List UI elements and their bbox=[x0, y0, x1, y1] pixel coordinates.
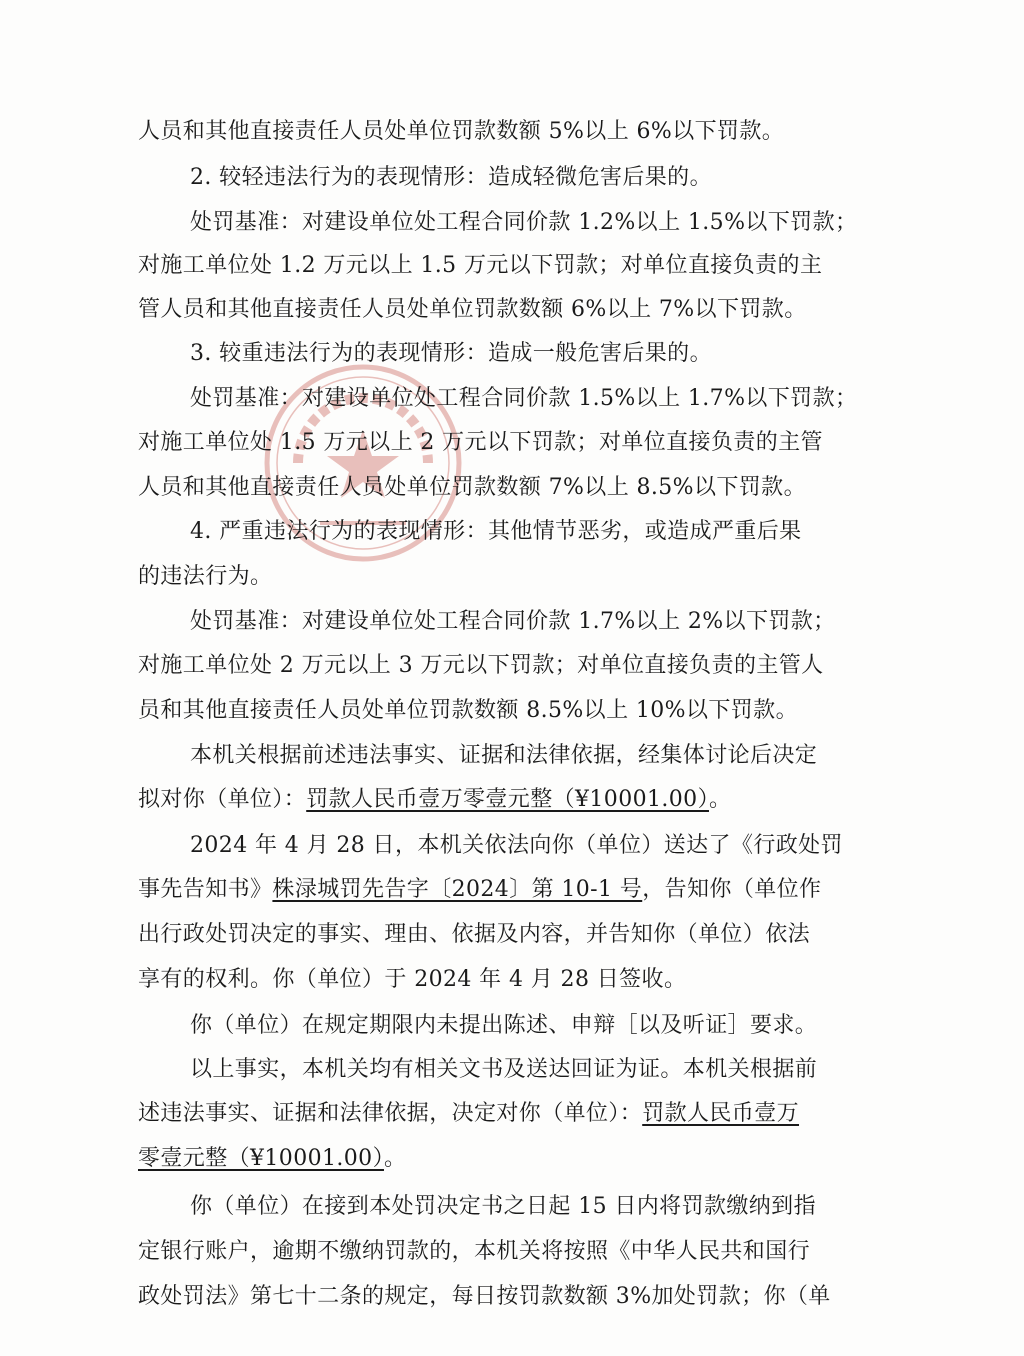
text-line-7: 处罚基准：对建设单位处工程合同价款 1.5%以上 1.7%以下罚款； bbox=[190, 386, 858, 411]
final-decision-end: 。 bbox=[383, 1146, 407, 1171]
text-line-19: 出行政处罚决定的事实、理由、依据及内容，并告知你（单位）依法 bbox=[138, 922, 811, 947]
text-line-6: 3. 较重违法行为的表现情形：造成一般危害后果的。 bbox=[190, 341, 712, 366]
text-line-2: 2. 较轻违法行为的表现情形：造成轻微危害后果的。 bbox=[190, 165, 712, 190]
notice-number: 株渌城罚先告字〔2024〕第 10-1 号 bbox=[272, 877, 643, 902]
penalty-amount-2a: 罚款人民币壹万 bbox=[642, 1101, 800, 1126]
decision-end: 。 bbox=[708, 787, 732, 812]
text-line-15: 本机关根据前述违法事实、证据和法律依据，经集体讨论后决定 bbox=[190, 743, 818, 768]
decision-prefix: 拟对你（单位）： bbox=[138, 787, 307, 812]
text-line-12: 处罚基准：对建设单位处工程合同价款 1.7%以上 2%以下罚款； bbox=[190, 609, 836, 634]
text-line-13: 对施工单位处 2 万元以上 3 万元以下罚款；对单位直接负责的主管人 bbox=[138, 653, 824, 678]
text-line-24 bbox=[138, 1137, 898, 1181]
notice-title: 事先告知书》 bbox=[138, 877, 273, 902]
text-line-10: 4. 严重违法行为的表现情形：其他情节恶劣，或造成严重后果 bbox=[190, 519, 802, 544]
text-line-4: 对施工单位处 1.2 万元以上 1.5 万元以下罚款；对单位直接负责的主 bbox=[138, 253, 823, 278]
text-line-5: 管人员和其他直接责任人员处单位罚款数额 6%以上 7%以下罚款。 bbox=[138, 297, 807, 322]
penalty-amount-1: 罚款人民币壹万零壹元整（¥10001.00） bbox=[306, 787, 709, 812]
text-line-1: 人员和其他直接责任人员处单位罚款数额 5%以上 6%以下罚款。 bbox=[138, 119, 785, 144]
text-line-20: 享有的权利。你（单位）于 2024 年 4 月 28 日签收。 bbox=[138, 967, 687, 992]
text-line-27: 政处罚法》第七十二条的规定，每日按罚款数额 3%加处罚款；你（单 bbox=[138, 1284, 831, 1309]
text-line-23 bbox=[138, 1092, 898, 1136]
text-line-8: 对施工单位处 1.5 万元以上 2 万元以下罚款；对单位直接负责的主管 bbox=[138, 430, 823, 455]
final-decision-prefix: 述违法事实、证据和法律依据，决定对你（单位）： bbox=[138, 1101, 643, 1126]
notice-tail: ，告知你（单位作 bbox=[642, 877, 822, 902]
text-line-3: 处罚基准：对建设单位处工程合同价款 1.2%以上 1.5%以下罚款； bbox=[190, 210, 858, 235]
text-line-26: 定银行账户，逾期不缴纳罚款的，本机关将按照《中华人民共和国行 bbox=[138, 1239, 811, 1264]
text-line-11: 的违法行为。 bbox=[138, 564, 273, 589]
text-line-22: 以上事实，本机关均有相关文书及送达回证为证。本机关根据前 bbox=[190, 1057, 818, 1082]
penalty-amount-2b: 零壹元整（¥10001.00） bbox=[138, 1146, 384, 1171]
text-line-18 bbox=[138, 868, 898, 912]
text-line-25: 你（单位）在接到本处罚决定书之日起 15 日内将罚款缴纳到指 bbox=[190, 1194, 816, 1219]
text-line-17: 2024 年 4 月 28 日，本机关依法向你（单位）送达了《行政处罚 bbox=[190, 833, 843, 858]
text-line-9: 人员和其他直接责任人员处单位罚款数额 7%以上 8.5%以下罚款。 bbox=[138, 475, 806, 500]
text-line-14: 员和其他直接责任人员处单位罚款数额 8.5%以上 10%以下罚款。 bbox=[138, 698, 798, 723]
text-line-21: 你（单位）在规定期限内未提出陈述、申辩［以及听证］要求。 bbox=[190, 1013, 818, 1038]
text-line-16 bbox=[138, 778, 898, 822]
